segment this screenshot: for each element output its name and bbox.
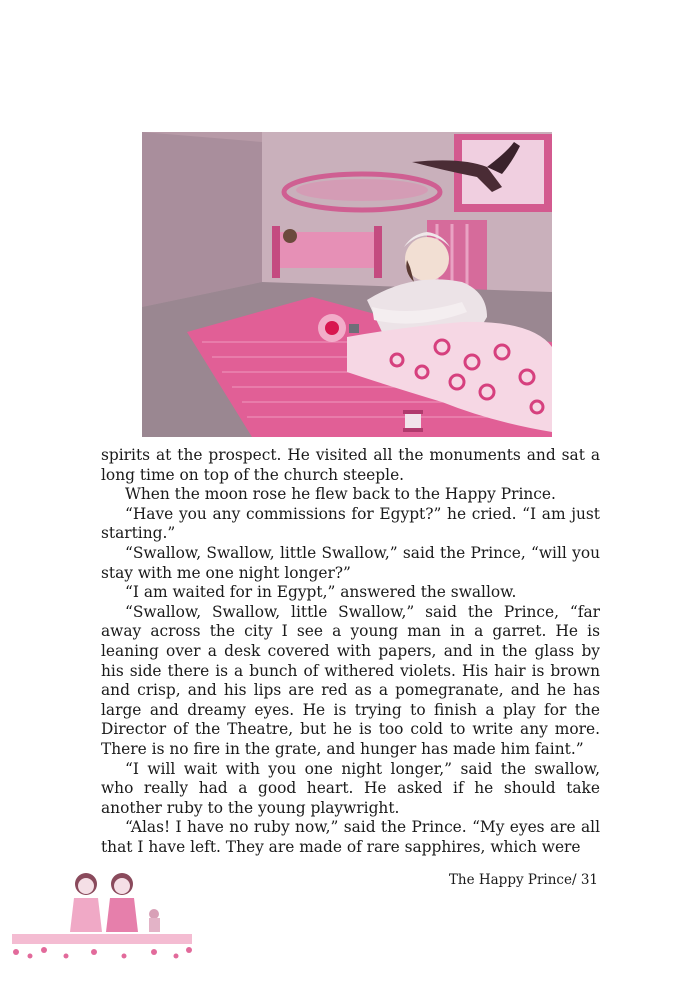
child-body-left: [70, 898, 102, 932]
child-body-right: [106, 898, 138, 932]
paragraph: “I am waited for in Egypt,” answered the swallow.: [125, 583, 517, 602]
paragraph: “Alas! I have no ruby now,” said the Prince. “My eyes are all that I have left. They are made of rare sapphires, which were: [101, 818, 600, 856]
story-illustration: [142, 132, 552, 437]
ruby: [325, 321, 339, 335]
running-footer: The Happy Prince/ 31: [448, 872, 598, 888]
paragraph: “Swallow, Swallow, little Swallow,” said the Prince, “far away across the city I see a young man in a garret. He is leaning over a desk covered with papers, and in the glass by his side there is a bunch of withered violets. His hair is brown and crisp, and his lips are red as a pomegranate, and he has large and dreamy eyes. He is trying to finish a play for the Director of the Theatre, but he is too cold to write any more. There is no fire in the grate, and hunger has made him faint.”: [101, 602, 600, 758]
thimble: [349, 324, 359, 333]
paragraph: “I will wait with you one night longer,” said the swallow, who really had a good heart. He asked if he should take another ruby to the young playwright.: [101, 759, 600, 817]
paragraph: “Swallow, Swallow, little Swallow,” said the Prince, “will you stay with me one night longer?”: [101, 543, 600, 582]
small-pet: [149, 909, 159, 919]
sleeping-child: [283, 229, 297, 243]
thread-spool: [405, 412, 421, 430]
paragraph: spirits at the prospect. He visited all the monuments and sat a long time on top of the church steeple.: [101, 446, 600, 484]
story-text: [101, 446, 600, 857]
children-on-bench-decoration: [4, 866, 196, 962]
paragraph: “Have you any commissions for Egypt?” he cried. “I am just starting.”: [101, 504, 600, 543]
paragraph: When the moon rose he flew back to the Happy Prince.: [125, 485, 556, 504]
